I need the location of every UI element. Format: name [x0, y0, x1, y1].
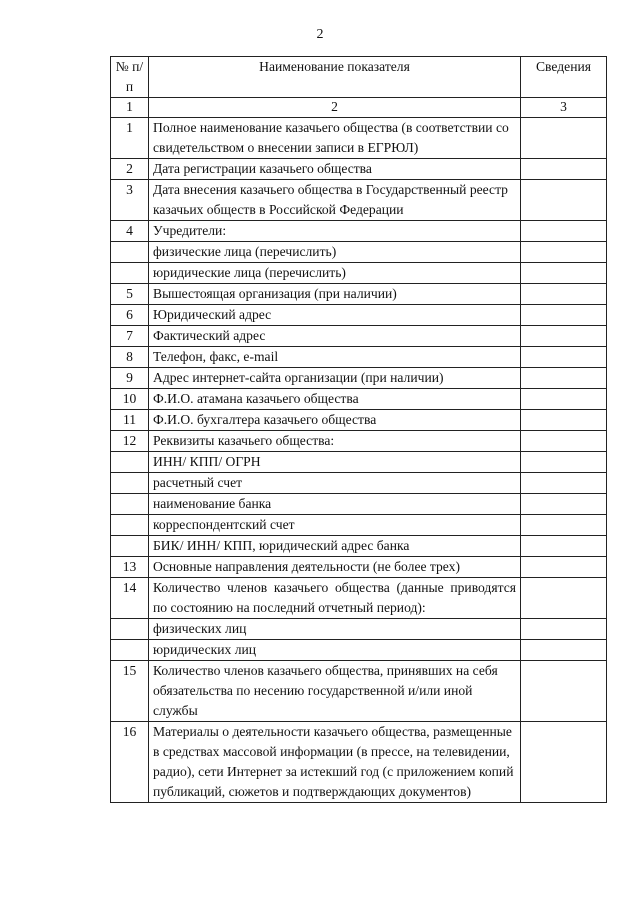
column-index: 1	[111, 98, 149, 118]
row-number: 11	[111, 410, 149, 431]
page-number: 2	[316, 27, 324, 42]
header-information: Сведения	[521, 57, 607, 98]
table-row	[111, 221, 607, 242]
table-row	[111, 118, 607, 159]
column-index: 3	[521, 98, 607, 118]
indicator-name: Учредители:	[149, 221, 521, 242]
information-cell[interactable]	[521, 263, 607, 284]
row-number: 3	[111, 180, 149, 221]
information-cell[interactable]	[521, 536, 607, 557]
information-cell[interactable]	[521, 118, 607, 159]
information-cell[interactable]	[521, 389, 607, 410]
indicators-table	[110, 56, 607, 803]
row-number: 6	[111, 305, 149, 326]
header-row	[111, 57, 607, 98]
information-cell[interactable]	[521, 242, 607, 263]
table-row	[111, 661, 607, 722]
row-number	[111, 263, 149, 284]
information-cell[interactable]	[521, 221, 607, 242]
row-number	[111, 242, 149, 263]
row-number	[111, 515, 149, 536]
column-index-row	[111, 98, 607, 118]
indicator-name: Реквизиты казачьего общества:	[149, 431, 521, 452]
indicator-name: юридических лиц	[149, 640, 521, 661]
indicator-name: Количество членов казачьего общества, принявших на себя обязательства по несению государственной и/или иной службы	[149, 661, 521, 722]
row-number: 8	[111, 347, 149, 368]
indicator-name: расчетный счет	[149, 473, 521, 494]
information-cell[interactable]	[521, 661, 607, 722]
table-row	[111, 180, 607, 221]
indicator-name: физические лица (перечислить)	[149, 242, 521, 263]
table-row	[111, 242, 607, 263]
row-number: 1	[111, 118, 149, 159]
information-cell[interactable]	[521, 557, 607, 578]
indicator-name: Основные направления деятельности (не более трех)	[149, 557, 521, 578]
information-cell[interactable]	[521, 640, 607, 661]
indicator-name: Дата регистрации казачьего общества	[149, 159, 521, 180]
indicator-name: Вышестоящая организация (при наличии)	[149, 284, 521, 305]
table-row	[111, 452, 607, 473]
information-cell[interactable]	[521, 722, 607, 803]
indicator-name: Телефон, факс, e-mail	[149, 347, 521, 368]
indicator-name: ИНН/ КПП/ ОГРН	[149, 452, 521, 473]
table-row	[111, 263, 607, 284]
information-cell[interactable]	[521, 473, 607, 494]
table-row	[111, 578, 607, 619]
table-row	[111, 284, 607, 305]
table-row	[111, 722, 607, 803]
indicator-name: Полное наименование казачьего общества (в соответствии со свидетельством о внесении записи в ЕГРЮЛ)	[149, 118, 521, 159]
information-cell[interactable]	[521, 159, 607, 180]
information-cell[interactable]	[521, 578, 607, 619]
information-cell[interactable]	[521, 180, 607, 221]
row-number: 2	[111, 159, 149, 180]
indicator-name: наименование банка	[149, 494, 521, 515]
row-number: 10	[111, 389, 149, 410]
information-cell[interactable]	[521, 494, 607, 515]
indicator-name: корреспондентский счет	[149, 515, 521, 536]
table-row	[111, 431, 607, 452]
row-number: 13	[111, 557, 149, 578]
indicator-name: физических лиц	[149, 619, 521, 640]
table-row	[111, 494, 607, 515]
table-row	[111, 557, 607, 578]
table-row	[111, 473, 607, 494]
row-number	[111, 619, 149, 640]
indicator-name: юридические лица (перечислить)	[149, 263, 521, 284]
indicator-name: Материалы о деятельности казачьего общества, размещенные в средствах массовой информации (в прессе, на телевидении, радио), сети Интернет за истекший год (с приложением копий публикаций, сюжетов и подтверждающих документов)	[149, 722, 521, 803]
information-cell[interactable]	[521, 619, 607, 640]
table-row	[111, 305, 607, 326]
row-number: 16	[111, 722, 149, 803]
row-number: 14	[111, 578, 149, 619]
table-row	[111, 536, 607, 557]
row-number: 15	[111, 661, 149, 722]
table-row	[111, 640, 607, 661]
table-row	[111, 515, 607, 536]
indicator-name: Количество членов казачьего общества (данные приводятся по состоянию на последний отчетный период):	[149, 578, 521, 619]
indicator-name: БИК/ ИНН/ КПП, юридический адрес банка	[149, 536, 521, 557]
information-cell[interactable]	[521, 284, 607, 305]
table-row	[111, 347, 607, 368]
table-row	[111, 410, 607, 431]
table-row	[111, 159, 607, 180]
row-number	[111, 473, 149, 494]
row-number	[111, 536, 149, 557]
row-number	[111, 452, 149, 473]
information-cell[interactable]	[521, 347, 607, 368]
table-row	[111, 368, 607, 389]
table-row	[111, 619, 607, 640]
indicator-name: Фактический адрес	[149, 326, 521, 347]
row-number: 9	[111, 368, 149, 389]
header-number: № п/п	[111, 57, 149, 98]
row-number: 12	[111, 431, 149, 452]
header-indicator-name: Наименование показателя	[149, 57, 521, 98]
information-cell[interactable]	[521, 431, 607, 452]
indicator-name: Адрес интернет-сайта организации (при наличии)	[149, 368, 521, 389]
table-row	[111, 389, 607, 410]
row-number	[111, 640, 149, 661]
information-cell[interactable]	[521, 368, 607, 389]
indicator-name: Ф.И.О. бухгалтера казачьего общества	[149, 410, 521, 431]
row-number: 7	[111, 326, 149, 347]
row-number: 4	[111, 221, 149, 242]
indicator-name: Ф.И.О. атамана казачьего общества	[149, 389, 521, 410]
column-index: 2	[149, 98, 521, 118]
row-number	[111, 494, 149, 515]
information-cell[interactable]	[521, 515, 607, 536]
information-cell[interactable]	[521, 410, 607, 431]
indicator-name: Дата внесения казачьего общества в Государственный реестр казачьих обществ в Российской Федерации	[149, 180, 521, 221]
information-cell[interactable]	[521, 452, 607, 473]
table-row	[111, 326, 607, 347]
table-body	[111, 118, 607, 803]
row-number: 5	[111, 284, 149, 305]
information-cell[interactable]	[521, 305, 607, 326]
information-cell[interactable]	[521, 326, 607, 347]
indicator-name: Юридический адрес	[149, 305, 521, 326]
